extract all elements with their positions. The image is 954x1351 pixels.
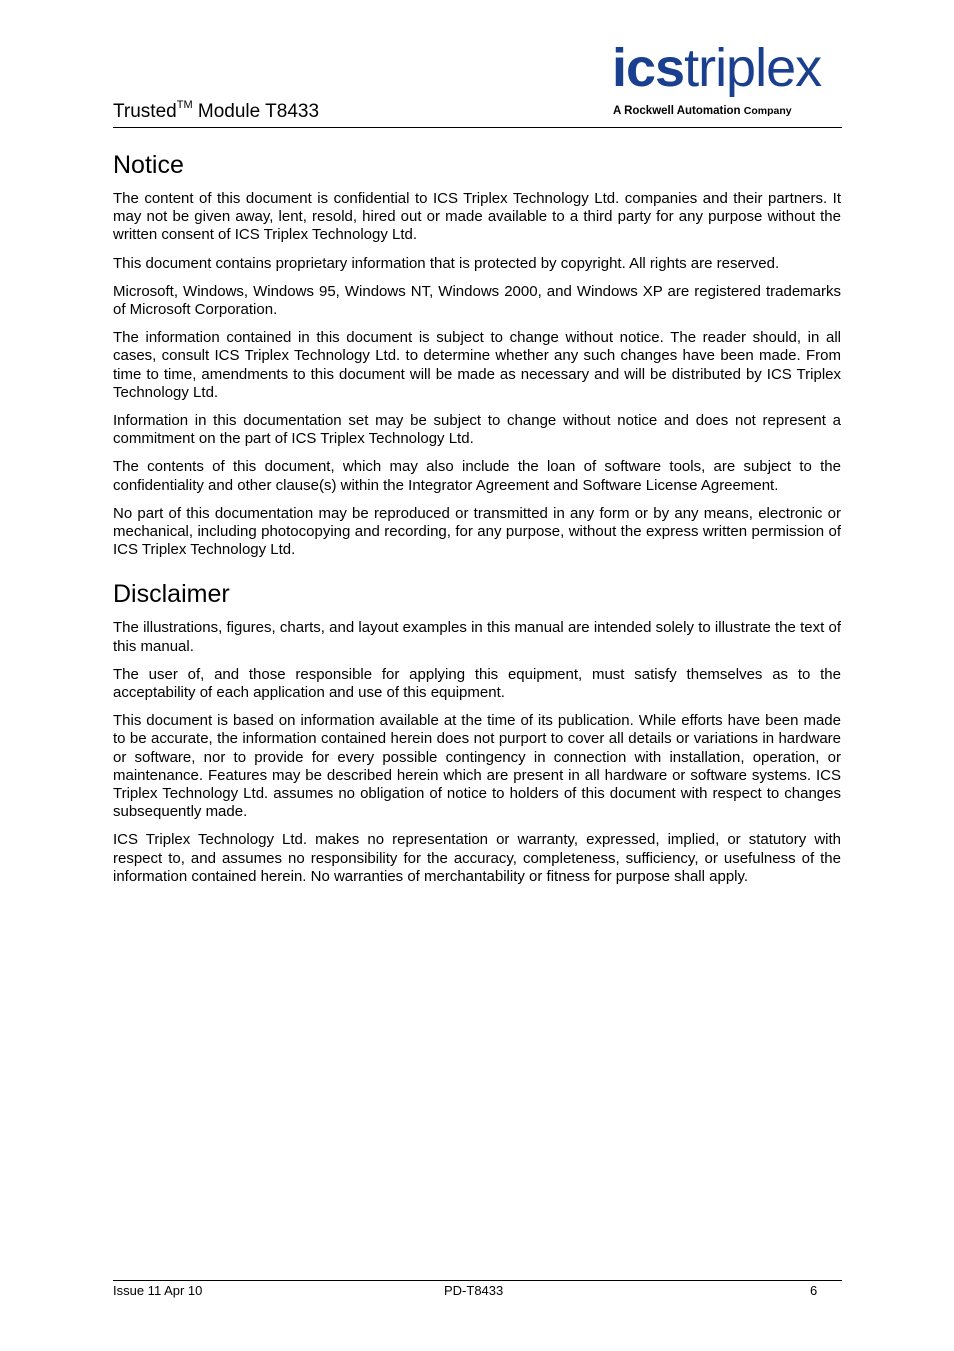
footer-issue: Issue 11 Apr 10 — [113, 1283, 203, 1298]
logo-tagline-main: A Rockwell Automation — [613, 105, 741, 117]
title-prefix: Trusted — [113, 101, 177, 122]
logo-bold-text: ics — [612, 38, 685, 98]
disclaimer-paragraph: This document is based on information available at the time of its publication. While efforts have been made to be accurate, the information contained herein does not purport to cover all details or variations in hardware or software, nor to provide for every possible contingency in connection with installation, operation, or maintenance. Features may be described herein which are present in all hardware or software systems. ICS Triplex Technology Ltd. assumes no obligation of notice to holders of this document with respect to changes subsequently made. — [113, 712, 841, 821]
title-suffix: Module T8433 — [192, 101, 320, 122]
notice-paragraph: Microsoft, Windows, Windows 95, Windows NT, Windows 2000, and Windows XP are registered trademarks of Microsoft Corporation. — [113, 282, 841, 319]
notice-paragraph: Information in this documentation set may be subject to change without notice and does not represent a commitment on the part of ICS Triplex Technology Ltd. — [113, 412, 841, 448]
header-divider — [113, 127, 842, 128]
disclaimer-paragraph: The user of, and those responsible for applying this equipment, must satisfy themselves as to the acceptability of each application and use of this equipment. — [113, 665, 841, 702]
notice-paragraph: This document contains proprietary information that is protected by copyright. All rights are reserved. — [113, 254, 780, 272]
trademark-superscript: TM — [176, 99, 193, 111]
disclaimer-heading: Disclaimer — [113, 580, 230, 609]
logo-light-text: triplex — [684, 38, 822, 98]
notice-paragraph: The content of this document is confidential to ICS Triplex Technology Ltd. companies and their partners. It may not be given away, lent, resold, hired out or made available to a third party for any purpose without the written consent of ICS Triplex Technology Ltd. — [113, 190, 841, 244]
footer-divider — [113, 1280, 842, 1281]
disclaimer-paragraph: ICS Triplex Technology Ltd. makes no representation or warranty, expressed, implied, or statutory with respect to, and assumes no responsibility for the accuracy, completeness, sufficiency, or usefulness of the information contained herein. No warranties of merchantability or fitness for purpose shall apply. — [113, 831, 841, 885]
notice-heading: Notice — [113, 151, 184, 179]
notice-paragraph: No part of this documentation may be reproduced or transmitted in any form or by any means, electronic or mechanical, including photocopying and recording, for any purpose, without the express written permission of ICS Triplex Technology Ltd. — [113, 504, 841, 559]
notice-paragraph: The contents of this document, which may also include the loan of software tools, are subject to the confidentiality and other clause(s) within the Integrator Agreement and Software License Agreement. — [113, 458, 841, 494]
company-logo — [612, 38, 844, 120]
page-content — [113, 150, 841, 896]
footer-page-number: 6 — [810, 1283, 818, 1298]
footer-document-id: PD-T8433 — [444, 1283, 504, 1298]
document-title — [113, 100, 319, 124]
notice-paragraph: The information contained in this document is subject to change without notice. The reader should, in all cases, consult ICS Triplex Technology Ltd. to determine whether any such changes have been made. From time to time, amendments to this document will be made as necessary and will be distributed by ICS Triplex Technology Ltd. — [113, 329, 841, 401]
logo-tagline-small: Company — [743, 105, 792, 117]
disclaimer-paragraph: The illustrations, figures, charts, and layout examples in this manual are intended solely to illustrate the text of this manual. — [113, 619, 841, 655]
logo-wordmark — [612, 38, 821, 98]
logo-tagline — [613, 104, 792, 118]
